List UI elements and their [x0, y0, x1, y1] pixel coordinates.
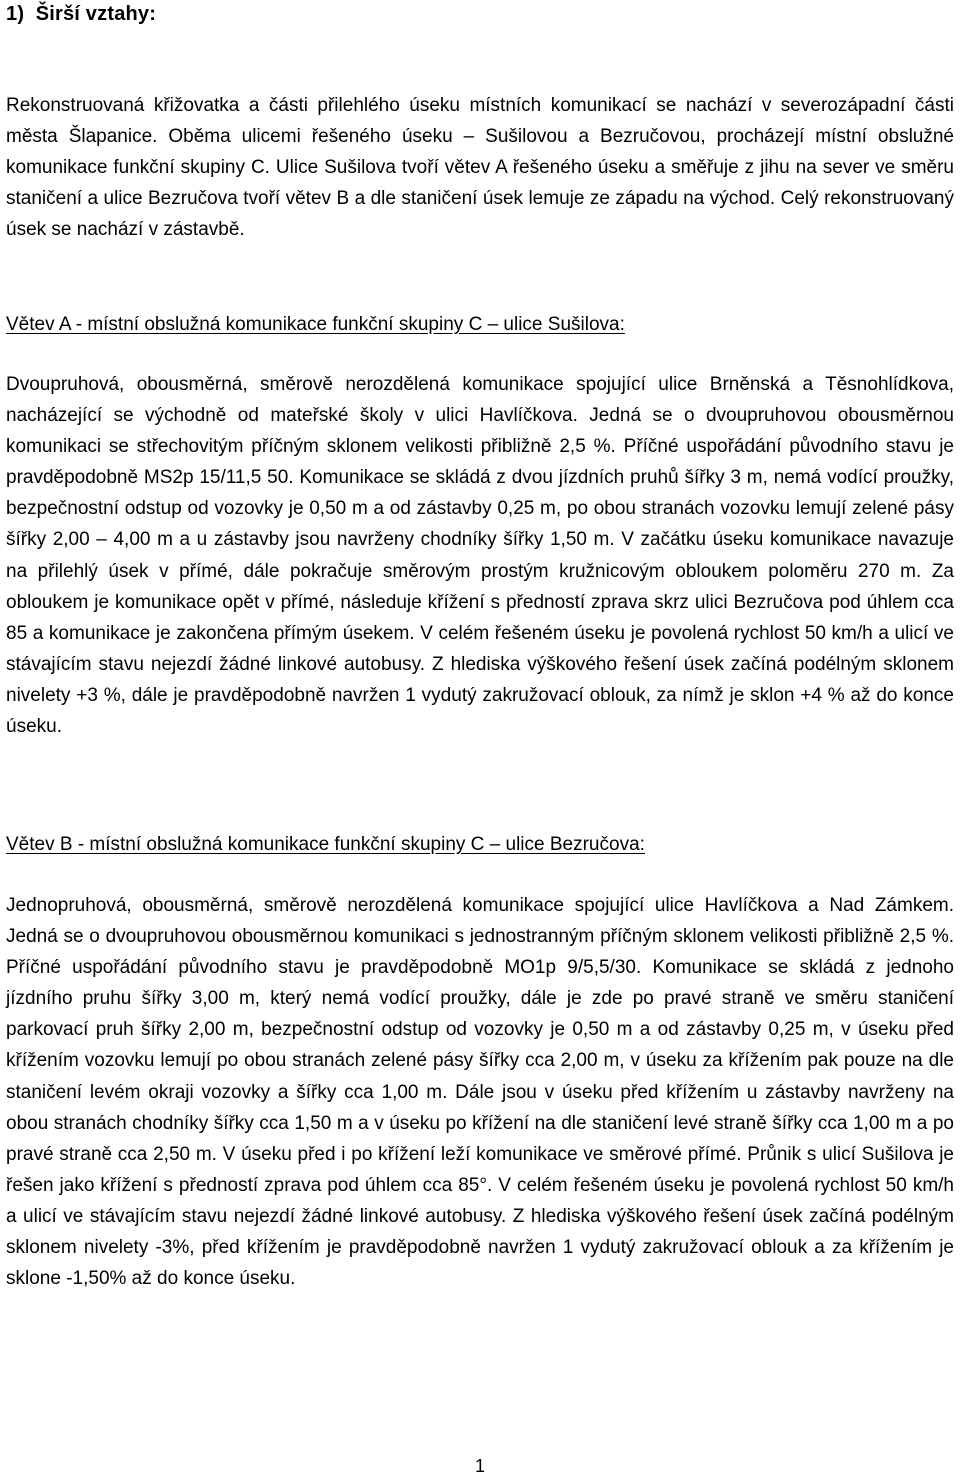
branch-a-paragraph: Dvoupruhová, obousměrná, směrově nerozdělená komunikace spojující ulice Brněnská a Těsnohlídkova, nacházející se východně od mateřské školy v ulici Havlíčkova. Jedná se o dvoupruhovou obousměrnou komunikaci se střechovitým příčným sklonem velikosti přibližně 2,5 %. Příčné uspořádání původního stavu je pravděpodobně MS2p 15/11,5 50. Komunikace se skládá z dvou jízdních pruhů šířky 3 m, nemá vodící proužky, bezpečnostní odstup od vozovky je 0,50 m a od zástavby 0,25 m, po obou stranách vozovku lemují zelené pásy šířky 2,00 – 4,00 m a u zástavby jsou navrženy chodníky šířky 1,50 m. V začátku úseku komunikace navazuje na přilehlý úsek v přímé, dále pokračuje směrovým prostým kružnicovým obloukem poloměru 270 m. Za obloukem je komunikace opět v přímé, následuje křížení s předností zprava skrz ulici Bezručova pod úhlem cca 85 a komunikace je zakončena přímým úsekem. V celém řešeném úseku je povolená rychlost 50 km/h a ulicí ve stávajícím stavu nejezdí žádné linkové autobusy. Z hlediska výškového řešení úsek začíná podélným sklonem nivelety +3 %, dále je pravděpodobně navržen 1 vydutý zakružovací oblouk, za nímž je sklon +4 % až do konce úseku. — [6, 374, 954, 738]
page-number: 1 — [474, 1456, 485, 1476]
intro-paragraph: Rekonstruovaná křižovatka a části přilehlého úseku místních komunikací se nachází v severozápadní části města Šlapanice. Oběma ulicemi řešeného úseku – Sušilovou a Bezručovou, procházejí místní obslužné komunikace funkční skupiny C. Ulice Sušilova tvoří větev A řešeného úseku a směřuje z jihu na sever ve směru staničení a ulice Bezručova tvoří větev B a dle staničení úsek lemuje ze západu na východ. Celý rekonstruovaný úsek se nachází v zástavbě. — [6, 95, 954, 241]
section-heading: 1) Širší vztahy: — [6, 3, 157, 25]
branch-a-title: Větev A - místní obslužná komunikace funkční skupiny C – ulice Sušilova: — [6, 314, 625, 335]
branch-b-title: Větev B - místní obslužná komunikace funkční skupiny C – ulice Bezručova: — [6, 834, 645, 855]
branch-b-paragraph: Jednopruhová, obousměrná, směrově nerozdělená komunikace spojující ulice Havlíčkova a Nad Zámkem. Jedná se o dvoupruhovou obousměrnou komunikaci s jednostranným příčným sklonem velikosti přibližně 2,5 %. Příčné uspořádání původního stavu je pravděpodobně MO1p 9/5,5/30. Komunikace se skládá z jednoho jízdního pruhu šířky 3,00 m, který nemá vodící proužky, dále je zde po pravé straně ve směru staničení parkovací pruh šířky 2,00 m, bezpečnostní odstup od vozovky je 0,50 m a od zástavby 0,25 m, v úseku před křížením vozovku lemují po obou stranách zelené pásy šířky cca 2,00 m, v úseku za křížením pak pouze na dle staničení levém okraji vozovky a šířky cca 1,00 m. Dále jsou v úseku před křížením u zástavby navrženy na obou stranách chodníky šířky cca 1,50 m a v úseku po křížení na dle staničení levé straně šířky cca 1,00 m a po pravé straně cca 2,50 m. V úseku před i po křížení leží komunikace ve směrové přímé. Průnik s ulicí Sušilova je řešen jako křížení s předností zprava pod úhlem cca 85°. V celém řešeném úseku je povolená rychlost 50 km/h a ulicí ve stávajícím stavu nejezdí žádné linkové autobusy. Z hlediska výškového řešení úsek začíná podélným sklonem nivelety -3%, před křížením je pravděpodobně navržen 1 vydutý zakružovací oblouk a za křížením je sklone -1,50% až do konce úseku. — [6, 895, 954, 1290]
